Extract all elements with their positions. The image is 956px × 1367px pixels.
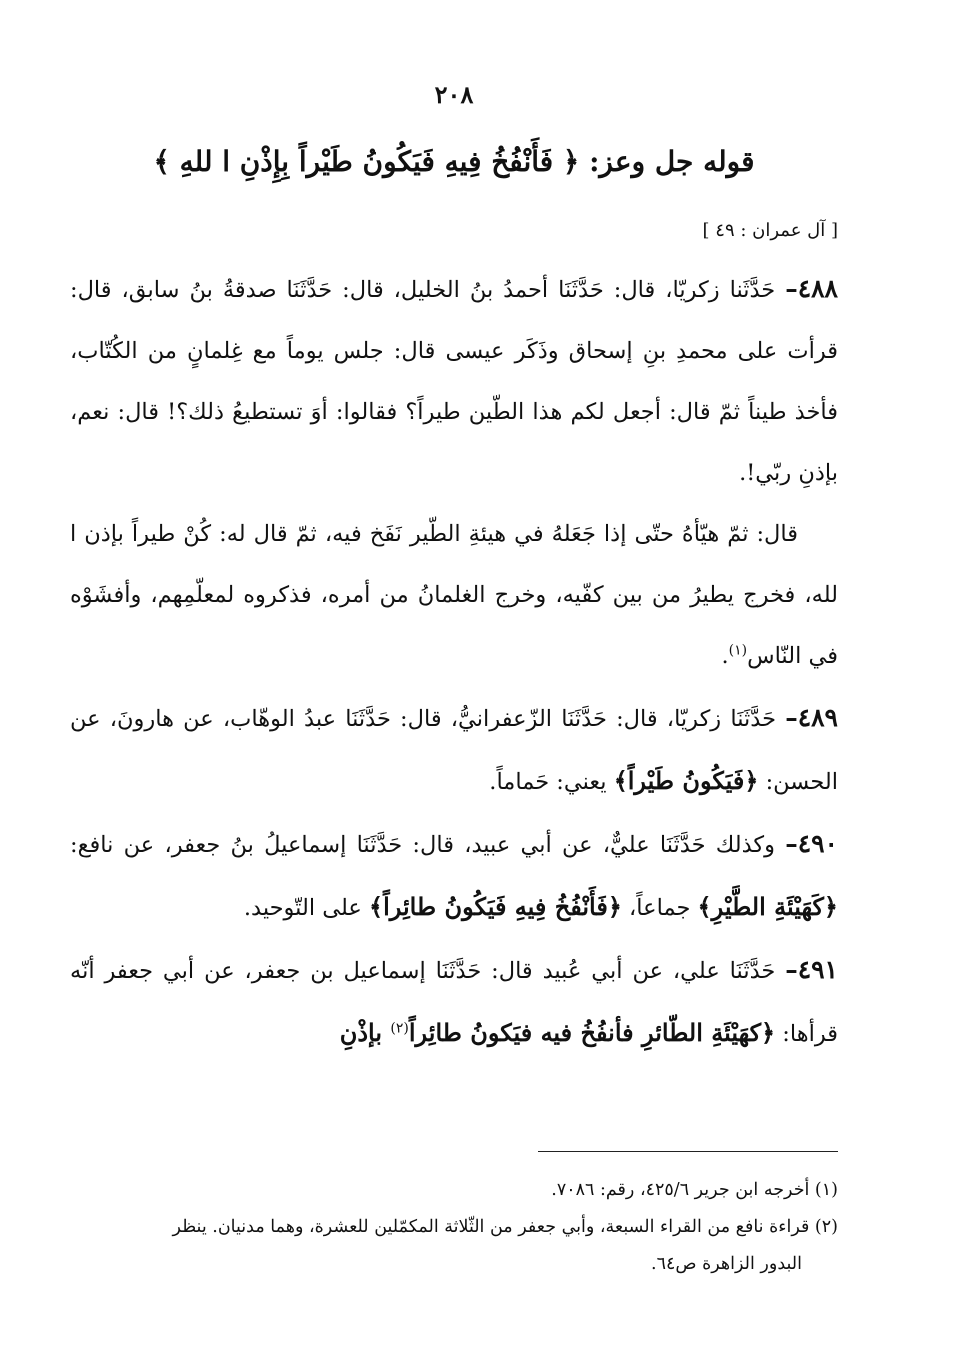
- body-text: [70, 258, 838, 1065]
- hadith-number: ٤٩١–: [785, 955, 838, 984]
- hadith-488: [70, 258, 838, 504]
- hadith-number: ٤٨٨–: [785, 274, 838, 303]
- footnote-2: (٢) قراءة نافع من القراء السبعة، وأبي جعفر من الثّلاثة المكمّلين للعشرة، وهما مدنيان. ينظر: [172, 1217, 838, 1237]
- hadith-text: يعني: حَماماً.: [489, 769, 614, 795]
- hadith-text: قال: ثمّ هيّأهُ حتّى إذا جَعَلهُ في هيئةِ الطّير نَفَخ فيه، ثمّ قال له: كُنْ طيراً بإذن ا لله، فخرج يطيرُ من بين كفّيه، وخرج الغلمانُ من أمره، فذكروه لمعلّمِهم، وأفشَوْه في النّاس: [70, 521, 838, 669]
- hadith-488-continued: [70, 504, 838, 687]
- hadith-text: وكذلك حَدَّثَنَا عليٌّ، عن أبي عبيد، قال: حَدَّثَنَا إسماعيلُ بنُ جعفر، عن نافع:: [70, 832, 786, 858]
- hadith-489: [70, 687, 838, 813]
- book-page: [70, 0, 838, 1367]
- footnote-marker-1: (١): [728, 642, 748, 659]
- footnote-marker-2: (٢): [390, 1020, 409, 1037]
- page-number: ٢٠٨: [434, 80, 474, 109]
- surah-reference: [ آل عمران : ٤٩ ]: [702, 220, 838, 241]
- quran-quote: ﴿فَأَنْفُخُ فِيهِ فَيَكُونُ طائِراً﴾: [369, 892, 622, 921]
- hadith-text: جماعاً،: [621, 895, 698, 921]
- hadith-491: [70, 939, 838, 1065]
- hadith-number: ٤٩٠–: [785, 829, 838, 858]
- heading-verse: فَأَنْفُخُ فِيهِ فَيَكُونُ طَيْراً بِإِذْنِ ا للهِ: [179, 145, 554, 178]
- hadith-number: ٤٨٩–: [785, 703, 838, 732]
- hadith-text: حَدَّثَنَا زكريّا، قال: حَدَّثَنَا الزّعفرانيُّ، قال: حَدَّثَنَا عبدُ الوهّاب، عن هارونَ، عن الحسن:: [70, 706, 838, 795]
- hadith-text: حَدَّثَنا زكريّا، قال: حَدَّثَنَا أحمدُ بنُ الخليل، قال: حَدَّثَنَا صدقةُ بنُ سابق، قال: قرأت على محمدِ بنِ إسحاق وذَكَر عيسى قال: جلس يوماً مع غِلمانٍ من الكُتّاب، فأخذ طيناً ثمّ قال: أجعل لكم هذا الطّين طيراً؟ فقالوا: أوَ تستطيعُ ذلك؟! قال: نعم، بإذنِ ربّي!.: [70, 277, 838, 486]
- hadith-text: حَدَّثَنَا علي، عن أبي عُبيد قال: حَدَّثَنَا إسماعيل بن جعفر، عن أبي جعفر أنّه قرأها:: [70, 958, 838, 1047]
- footnotes: [70, 1172, 838, 1283]
- hadith-text: على التّوحيد.: [243, 895, 370, 921]
- chapter-heading: [70, 144, 838, 180]
- heading-prefix: قوله جل وعز:: [589, 145, 755, 178]
- footnote-1: (١) أخرجه ابن جرير ٤٢٥/٦، رقم: ٧٠٨٦.: [551, 1180, 838, 1200]
- quran-quote: ﴿كهَيْئَةِ الطّائرِ فأنفُخُ فيه فيَكونُ طائِراً: [408, 1018, 776, 1047]
- footnote-2-continued: البدور الزاهرة ص٦٤.: [650, 1254, 802, 1274]
- quran-quote: ﴿كَهَيْئَةِ الطَّيْرِ﴾: [697, 892, 838, 921]
- quran-quote: بإذْنِ: [339, 1018, 391, 1047]
- heading-open-bracket: ﴿: [562, 145, 580, 178]
- heading-close-bracket: ﴾: [153, 145, 170, 178]
- hadith-text-end: .: [721, 643, 729, 669]
- hadith-490: [70, 813, 838, 939]
- quran-quote: ﴿فَيَكُونُ طَيْراً﴾: [613, 766, 759, 795]
- footnote-divider: [538, 1151, 838, 1152]
